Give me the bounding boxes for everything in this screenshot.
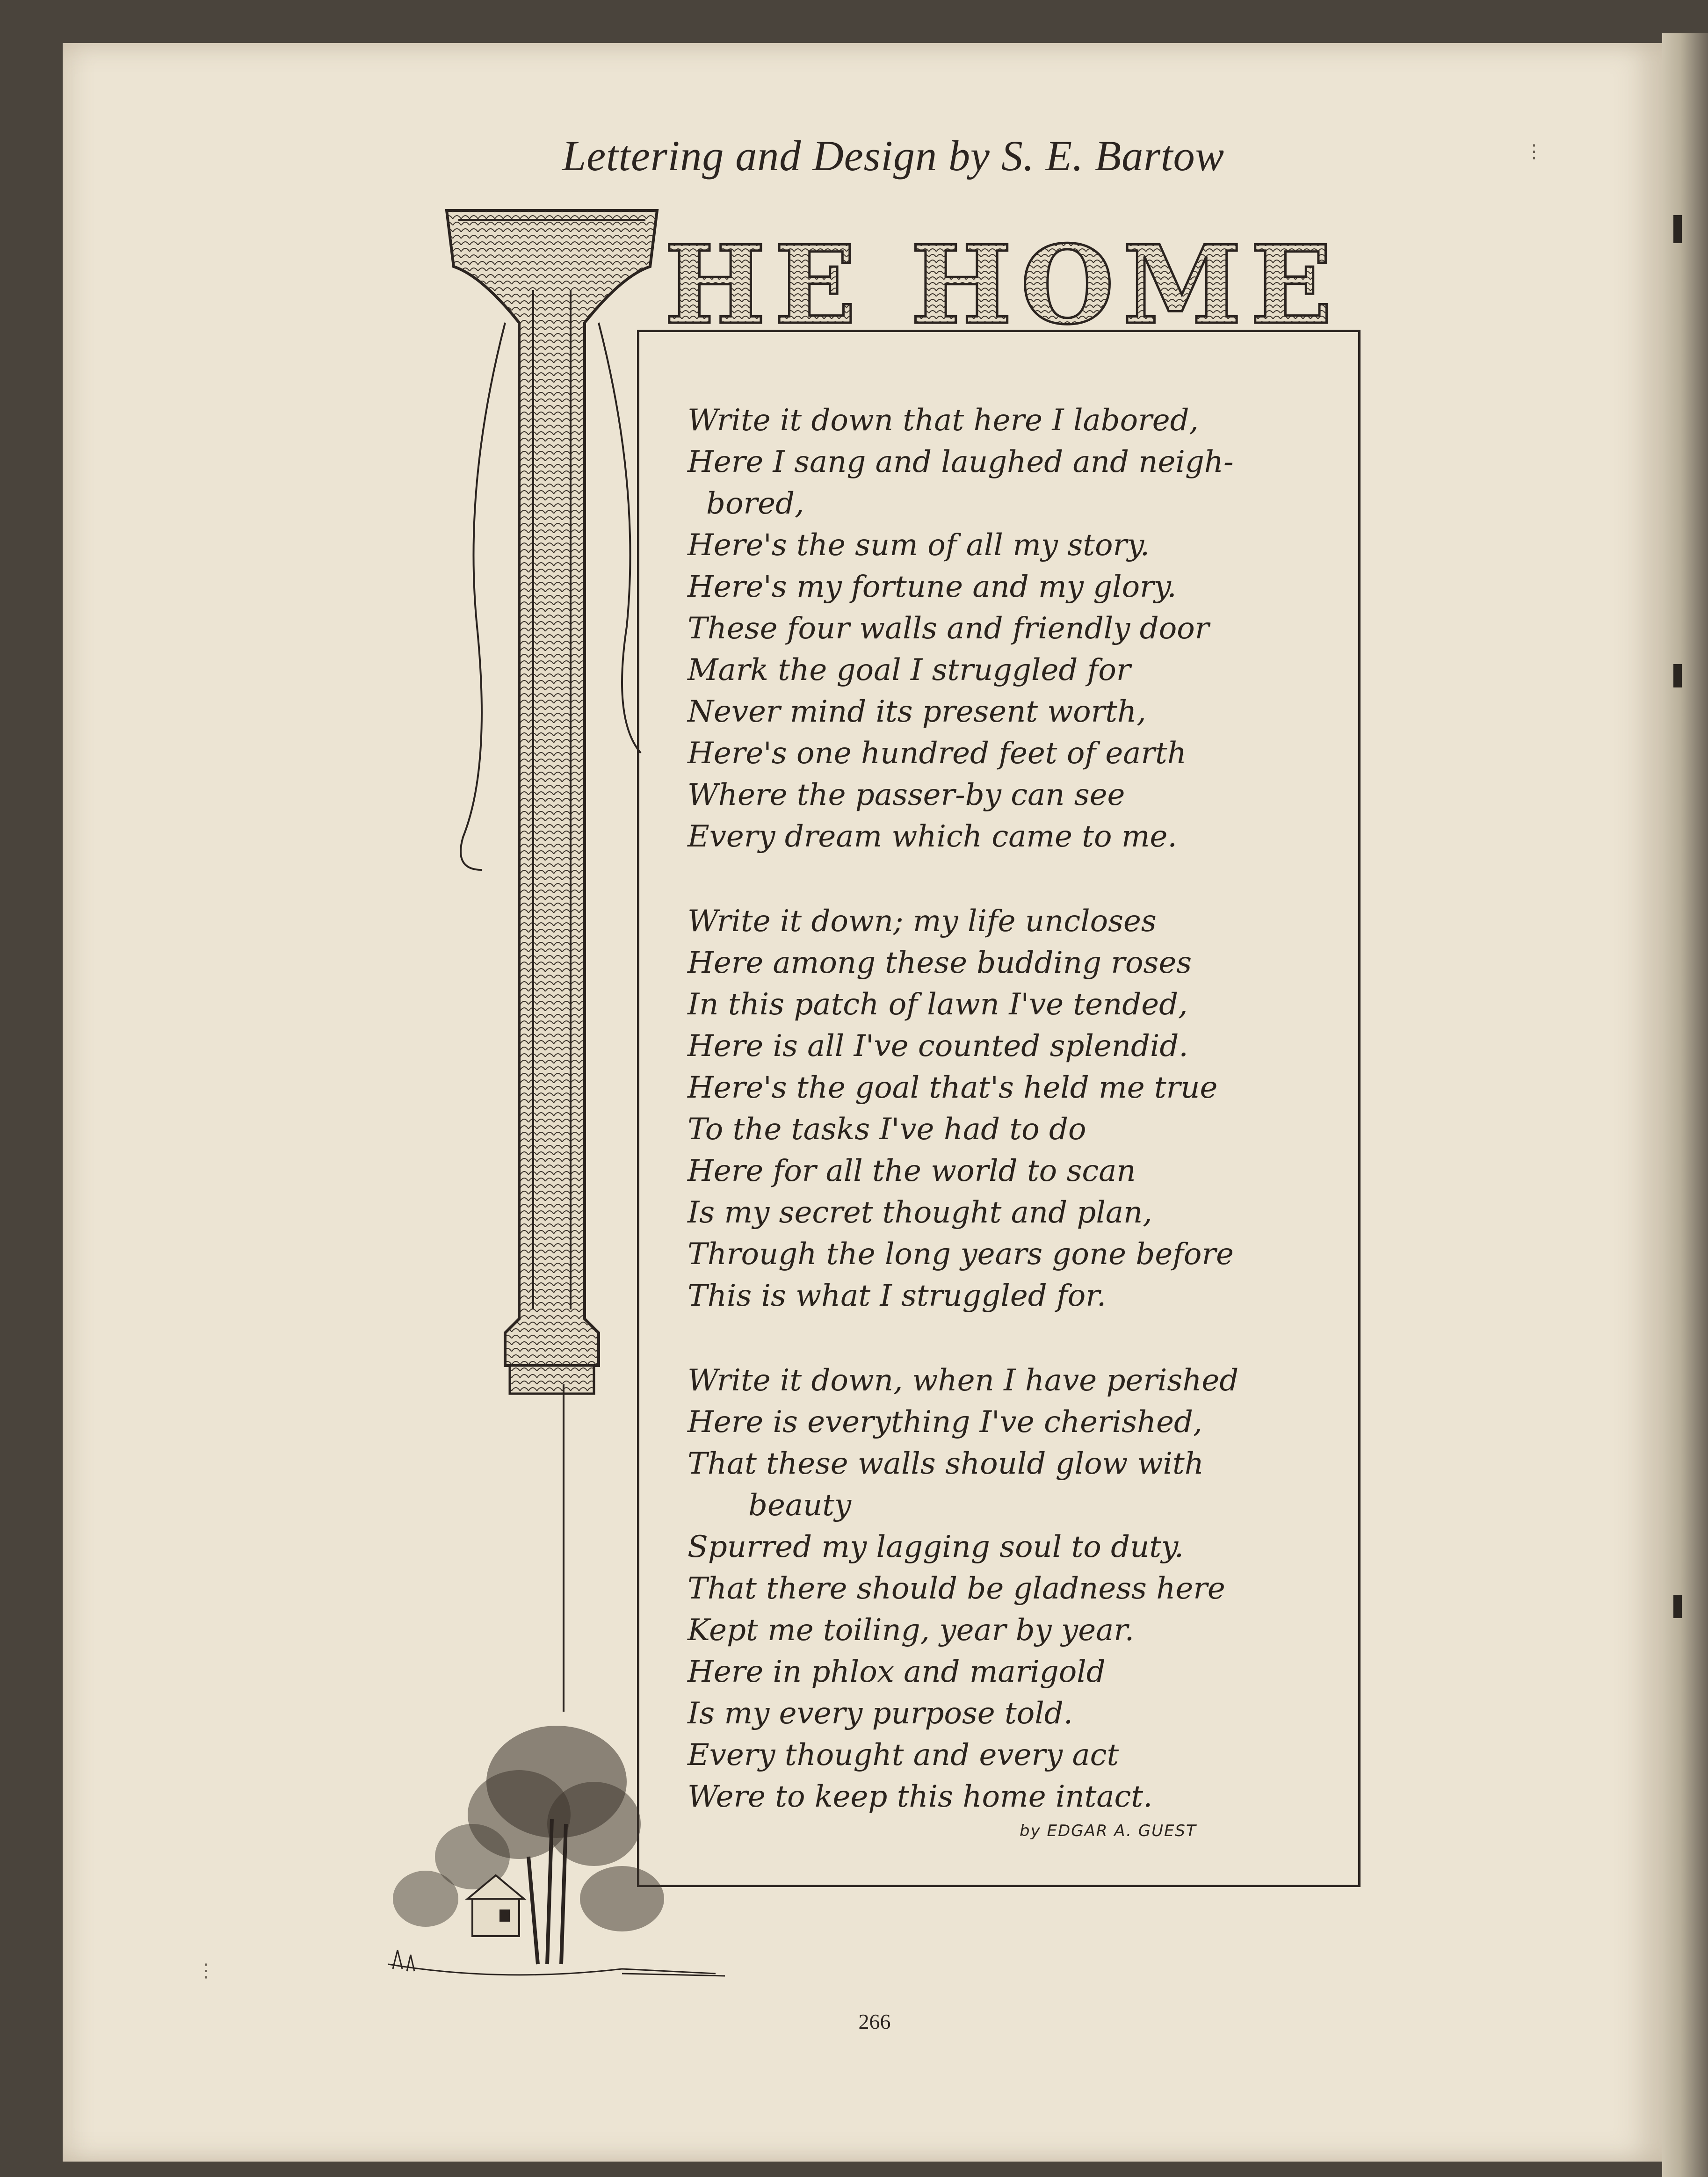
margin-mark: ⋮ <box>1525 141 1543 162</box>
design-credit: Lettering and Design by S. E. Bartow <box>562 132 1224 180</box>
poem-line: Were to keep this home intact. <box>688 1779 1153 1814</box>
poem-line: These four walls and friendly door <box>688 611 1209 646</box>
poem-line: Here is all I've counted splendid. <box>688 1029 1188 1063</box>
poem-line: Here's my fortune and my glory. <box>688 570 1177 604</box>
poem-line: beauty <box>748 1488 852 1523</box>
poem-line: Kept me toiling, year by year. <box>688 1613 1135 1648</box>
poem-line: Here's one hundred feet of earth <box>688 736 1187 771</box>
page-number: 266 <box>858 2010 891 2033</box>
stanza-2 <box>688 901 1352 1317</box>
poem-line: Spurred my lagging soul to duty. <box>688 1530 1184 1564</box>
poem-line: That these walls should glow with <box>688 1447 1204 1481</box>
stanza-gap <box>688 1317 1352 1360</box>
poem-line: Here is everything I've cherished, <box>688 1405 1203 1439</box>
poem-line: Through the long years gone before <box>688 1237 1234 1272</box>
margin-mark: ⋮ <box>196 1960 215 1981</box>
poem-line: To the tasks I've had to do <box>688 1112 1086 1147</box>
poem-line: Write it down that here I labored, <box>688 403 1199 438</box>
poem-line: Here's the sum of all my story. <box>688 528 1150 563</box>
next-page-edge <box>1662 33 1708 2177</box>
binding-mark <box>1673 215 1682 243</box>
title-rest-text: HE HOME <box>664 229 1328 341</box>
ornamental-initial-t <box>444 206 659 1403</box>
title-heading <box>659 229 1328 341</box>
title-lettering <box>659 229 1328 341</box>
poem-line: This is what I struggled for. <box>688 1279 1107 1313</box>
poem-line: Write it down, when I have perished <box>688 1363 1239 1398</box>
poem-line: Where the passer-by can see <box>688 778 1125 812</box>
poem-line: Here in phlox and marigold <box>688 1655 1106 1689</box>
poem-line: That there should be gladness here <box>688 1571 1225 1606</box>
poem-line: Every thought and every act <box>688 1738 1119 1772</box>
poem <box>688 400 1352 1818</box>
poem-line: Never mind its present worth, <box>688 694 1146 729</box>
stanza-gap <box>688 858 1352 901</box>
poem-line: Here among these budding roses <box>688 946 1192 980</box>
poem-line: Here's the goal that's held me true <box>688 1070 1218 1105</box>
poem-line: Mark the goal I struggled for <box>688 653 1131 687</box>
stanza-3 <box>688 1360 1352 1818</box>
poem-line: Here I sang and laughed and neigh- <box>688 445 1234 479</box>
poem-line: Here for all the world to scan <box>688 1154 1136 1188</box>
stanza-1 <box>688 400 1352 858</box>
binding-mark <box>1673 1595 1682 1618</box>
poem-line: Is my secret thought and plan, <box>688 1195 1152 1230</box>
ornament-stem-line <box>563 1384 565 1712</box>
poem-line: Every dream which came to me. <box>688 819 1177 854</box>
poem-line: Write it down; my life uncloses <box>688 904 1157 939</box>
tree-cottage-illustration <box>360 1702 781 2006</box>
poem-line: In this patch of lawn I've tended, <box>688 987 1188 1022</box>
poem-line: Is my every purpose told. <box>688 1696 1073 1731</box>
poem-line: bored, <box>706 486 804 521</box>
binding-mark <box>1673 664 1682 687</box>
poem-author: by EDGAR A. GUEST <box>1020 1822 1197 1840</box>
